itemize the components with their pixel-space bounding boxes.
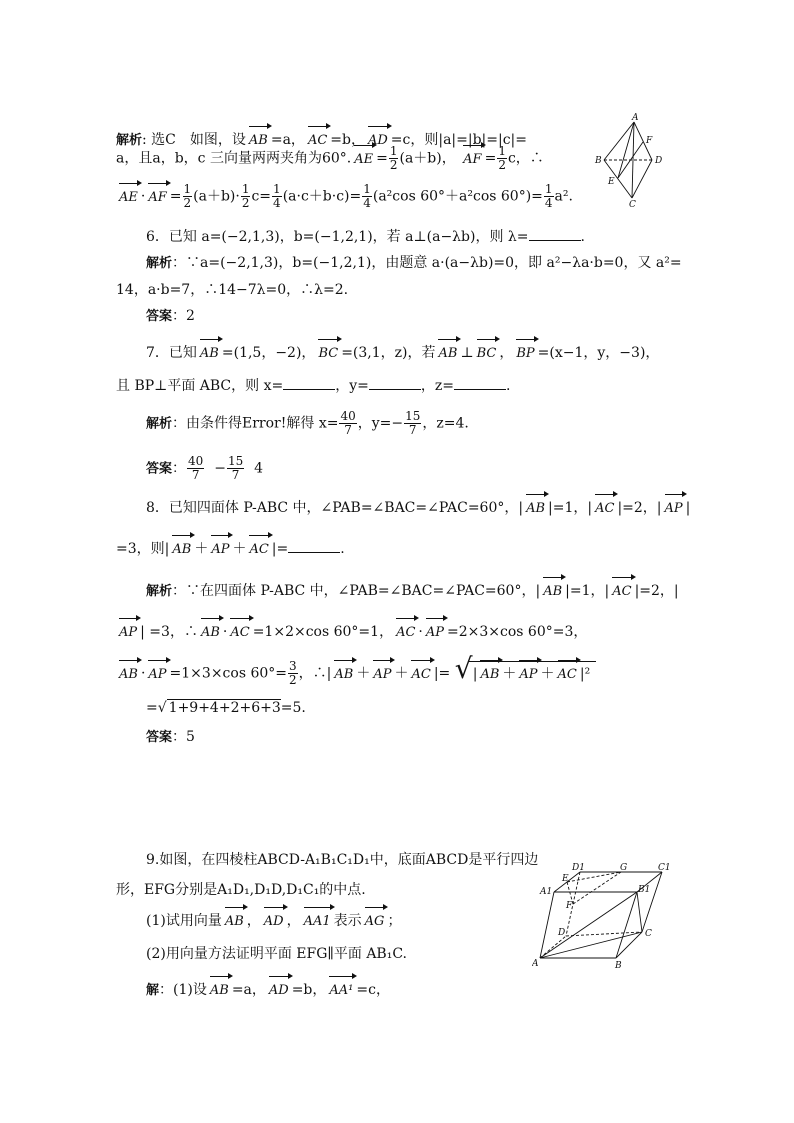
vector-ad: AD — [368, 131, 388, 151]
vector-ab: AB — [249, 131, 268, 151]
p7-solution: 解析：由条件得Error!解得 x= $\frac{40}{7}$ ，y=− $\frac{15}{7}$ ，z=4. — [146, 409, 469, 437]
fig2-label-b: B — [615, 961, 622, 970]
p8-solution-1: 解析：∵在四面体 P-ABC 中，∠PAB=∠BAC=∠PAC=60°，| AB |=1，| AC |=2，| — [146, 581, 679, 602]
p5-line2: a，且a，b，c 三向量两两夹角为60°. AE = $\frac{1}{2}$ (a＋b)， AF = $\frac{1}{2}$ c，∴ — [116, 144, 544, 172]
vector-ac: AC — [308, 131, 327, 151]
p6-solution-2: 14，a·b=7，∴14−7λ=0，∴λ=2. — [116, 282, 349, 298]
p6-question: 6．已知 a=(−2,1,3)，b=(−1,2,1)，若 a⊥(a−λb)，则 λ= . — [146, 229, 585, 245]
p5-line3: AE · AF = $\frac{1}{2}$ (a＋b)· $\frac{1}{2}$ c= $\frac{1}{4}$ (a·c＋b·c)= $\frac{1}{4}$ (a²cos 60°＋a²cos 60°)= $\frac{1}{4}$ a². — [119, 182, 573, 210]
p8-solution-3: AB · AP =1×3×cos 60°= $\frac{3}{2}$ ，∴| AB ＋ AP ＋ AC |= √ | AB ＋ AP ＋ AC |² — [116, 660, 596, 687]
fig2-label-c: C — [645, 929, 652, 939]
p5-line1: 解析: 选C 如图，设 AB =a， AC =b， AD =c，则|a|=|b|=|c|= — [116, 130, 527, 151]
fig2-label-d: D — [558, 928, 566, 938]
prism-figure — [532, 860, 672, 970]
fig2-label-b1: B1 — [638, 885, 651, 895]
p8-answer: 答案：5 — [146, 729, 195, 745]
p8-solution-2: AP | =3，∴ AB · AC =1×2×cos 60°=1， AC · AP =2×3×cos 60°=3， — [116, 622, 587, 643]
fig1-label-d: D — [655, 156, 663, 166]
p8-question-1: 8．已知四面体 P-ABC 中，∠PAB=∠BAC=∠PAC=60°，| AB |=1，| AC |=2，| AP | — [146, 498, 690, 519]
p8-question-2: =3，则| AB ＋ AP ＋ AC |= . — [116, 539, 345, 560]
p9-part1: (1)试用向量 AB ， AD ， AA1 表示 AG ； — [146, 911, 401, 932]
fig1-label-e: E — [608, 177, 615, 187]
fig2-label-g: G — [620, 863, 628, 873]
fig2-label-e: E — [562, 874, 569, 884]
fig2-label-f: F — [566, 901, 573, 911]
fig2-label-d1: D1 — [572, 863, 585, 873]
fig2-label-c1: C1 — [658, 863, 671, 873]
p7-answer: 答案： $\frac{40}{7}$ − $\frac{15}{7}$ 4 — [146, 454, 264, 482]
fig1-label-f: F — [646, 136, 653, 146]
p9-solve: 解：(1)设 AB =a， AD =b， AA¹ =c， — [146, 980, 390, 1001]
fig2-label-a: A — [532, 959, 539, 969]
p9-part2: (2)用向量方法证明平面 EFG∥平面 AB₁C. — [146, 946, 407, 962]
tetrahedron-figure — [592, 112, 672, 208]
p9-question-2: 形，EFG分别是A₁D₁,D₁D,D₁C₁的中点. — [116, 882, 366, 898]
sqrt-expression: √ | AB ＋ AP ＋ AC |² — [455, 661, 597, 685]
p7-question-1: 7．已知 AB =(1,5，−2)， BC =(3,1，z)，若 AB ⊥ BC ， BP =(x−1，y，−3)， — [146, 343, 659, 364]
fig1-label-c: C — [629, 200, 636, 208]
p8-solution-4: =√ 1+9+4+2+6+3=5. — [146, 700, 306, 716]
p9-question-1: 9.如图，在四棱柱ABCD-A₁B₁C₁D₁中，底面ABCD是平行四边 — [146, 852, 539, 868]
p6-solution-1: 解析：∵a=(−2,1,3)，b=(−1,2,1)，由题意 a·(a−λb)=0，即 a²−λa·b=0，又 a²= — [146, 255, 682, 271]
fig1-label-b: B — [595, 156, 602, 166]
p6-answer: 答案：2 — [146, 308, 195, 324]
fig1-label-a: A — [632, 113, 639, 123]
fig2-label-a1: A1 — [540, 887, 553, 897]
p7-question-2: 且 BP⊥平面 ABC，则 x= ，y= ，z= . — [116, 378, 511, 394]
